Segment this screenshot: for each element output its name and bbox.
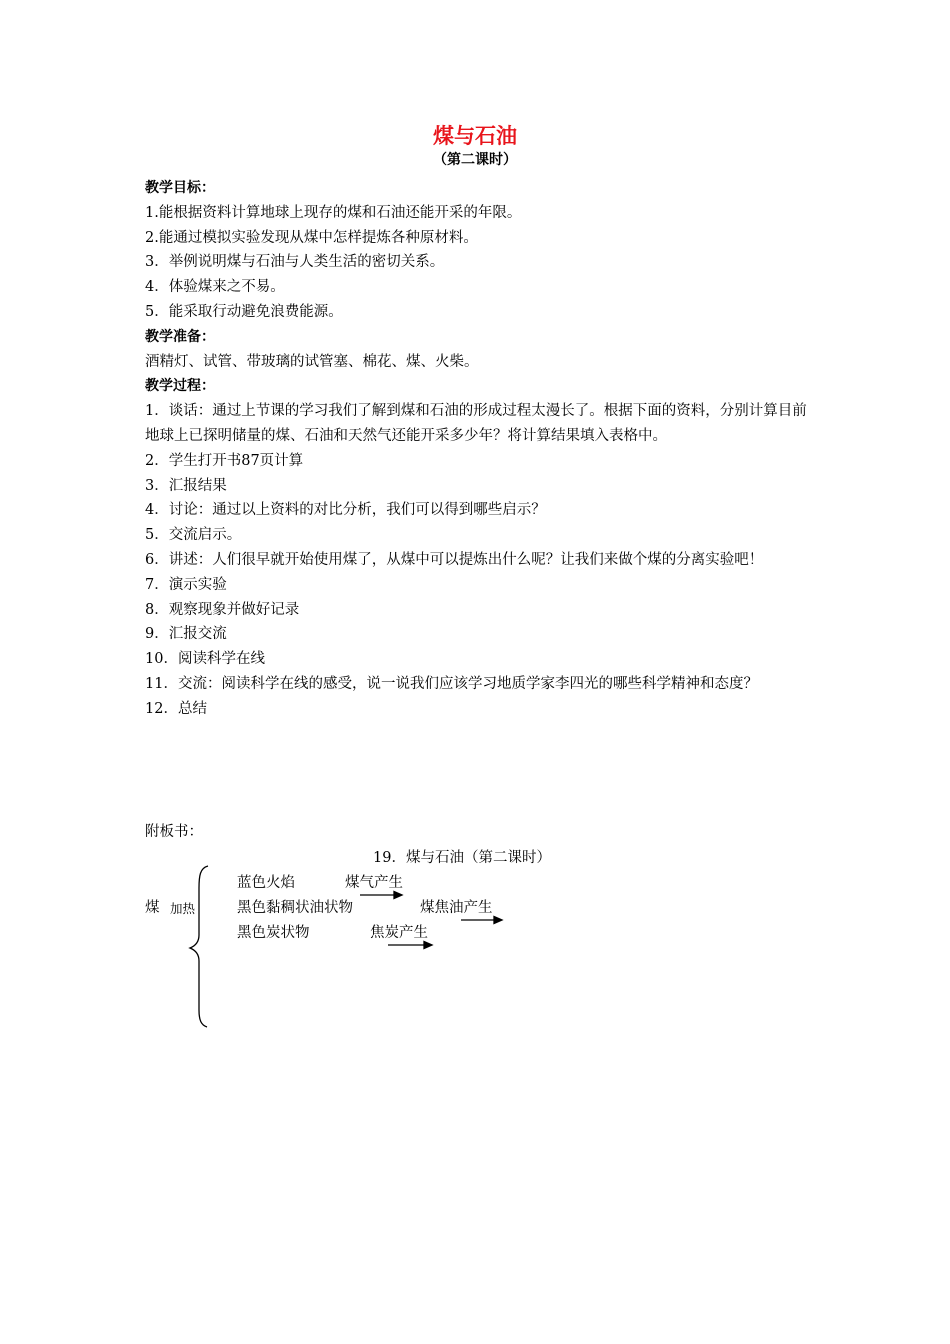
process-item: 11．交流：阅读科学在线的感受，说一说我们应该学习地质学家李四光的哪些科学精神和态度？	[145, 675, 758, 692]
preparation-heading: 教学准备：	[145, 328, 215, 345]
board-coal: 煤	[145, 900, 160, 916]
board-title: 19．煤与石油（第二课时）	[373, 850, 551, 866]
process-item: 6．讲述：人们很早就开始使用煤了，从煤中可以提炼出什么呢？让我们来做个煤的分离实验吧！	[145, 551, 764, 568]
board-row-left: 黑色炭状物	[237, 925, 310, 941]
preparation-text: 酒精灯、试管、带玻璃的试管塞、棉花、煤、火柴。	[145, 353, 479, 370]
board-row-right: 煤气产生	[345, 875, 403, 891]
objectives-heading: 教学目标：	[145, 180, 215, 196]
brace-shape	[190, 866, 208, 1027]
page-subtitle: （第二课时）	[433, 152, 517, 168]
process-item: 3．汇报结果	[145, 477, 227, 494]
process-heading: 教学过程：	[145, 378, 215, 395]
process-item: 9．汇报交流	[145, 626, 227, 643]
process-item: 10．阅读科学在线	[145, 651, 265, 668]
process-item: 5．交流启示。	[145, 527, 242, 544]
process-item: 4．讨论：通过以上资料的对比分析，我们可以得到哪些启示？	[145, 502, 546, 519]
board-row-left: 蓝色火焰	[237, 875, 295, 891]
process-item: 2．学生打开书87页计算	[145, 452, 304, 469]
board-row-left: 黑色黏稠状油状物	[237, 900, 353, 916]
arrow-icon	[360, 892, 402, 899]
objective-item: 1.能根据资料计算地球上现存的煤和石油还能开采的年限。	[145, 204, 522, 221]
objective-item: 5．能采取行动避免浪费能源。	[145, 303, 343, 320]
process-item: 12．总结	[145, 700, 207, 717]
process-item: 7．演示实验	[145, 576, 227, 593]
objective-item: 3．举例说明煤与石油与人类生活的密切关系。	[145, 254, 445, 271]
objective-item: 4．体验煤来之不易。	[145, 279, 285, 296]
board-row-right: 焦炭产生	[370, 925, 428, 941]
arrow-icon	[388, 942, 432, 949]
arrow-icon	[461, 917, 502, 924]
process-item: 8．观察现象并做好记录	[145, 601, 300, 618]
process-item: 1．谈话：通过上节课的学习我们了解到煤和石油的形成过程太漫长了。根据下面的资料，分别计算目前地球上已探明储量的煤、石油和天然气还能开采多少年？将计算结果填入表格中。	[145, 403, 807, 444]
board-label: 附板书：	[145, 824, 203, 840]
board-heat: 加热	[170, 901, 196, 916]
objective-item: 2.能通过模拟实验发现从煤中怎样提炼各种原材料。	[145, 229, 478, 246]
board-row-right: 煤焦油产生	[420, 900, 493, 916]
page-title: 煤与石油	[433, 124, 517, 148]
